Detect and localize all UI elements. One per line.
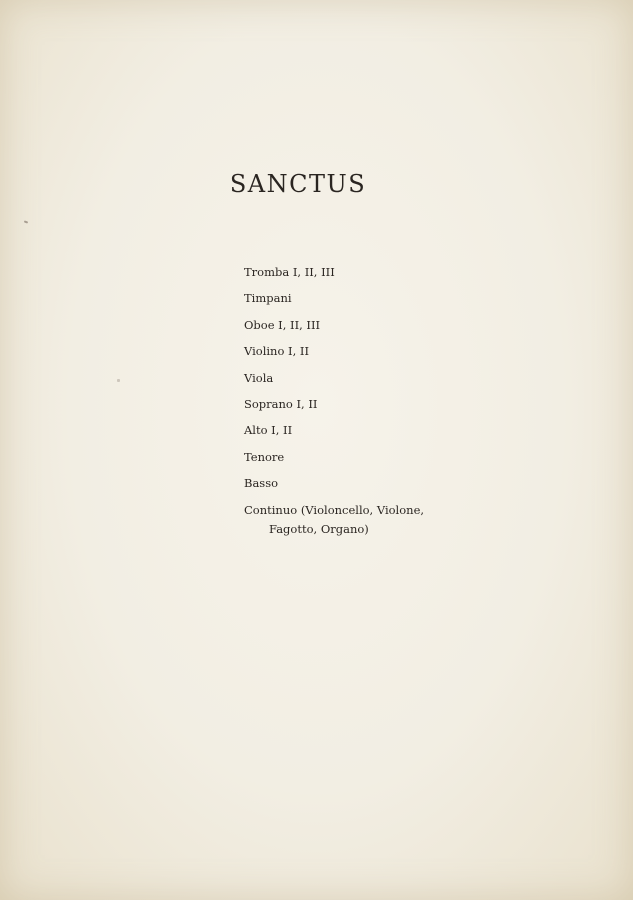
- instrument-item: Violino I, II: [244, 344, 309, 359]
- paper-speck: [117, 379, 120, 382]
- instrument-item: Alto I, II: [244, 423, 293, 438]
- instrument-item: Timpani: [244, 291, 292, 306]
- instrument-item: Tenore: [244, 449, 285, 464]
- page-title: SANCTUS: [229, 170, 367, 198]
- continuo-line-2: Fagotto, Organo): [269, 521, 369, 536]
- instrument-item: Tromba I, II, III: [244, 265, 335, 279]
- instrument-item-continuo: [244, 500, 424, 538]
- instrument-item: Basso: [244, 476, 279, 491]
- instrument-item: Viola: [244, 370, 274, 385]
- instrument-item: Oboe I, II, III: [244, 317, 321, 332]
- instrument-list: [244, 262, 424, 538]
- paper-speck: [24, 220, 28, 223]
- instrument-item: Soprano I, II: [244, 396, 318, 411]
- continuo-line-1: Continuo (Violoncello, Violone,: [244, 502, 425, 517]
